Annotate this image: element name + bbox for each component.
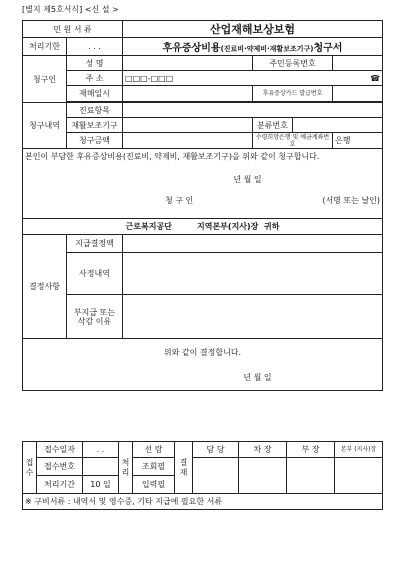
class-number-label: 분류번호 [253, 118, 293, 133]
reason-field[interactable] [123, 253, 383, 295]
rrn-label: 주민등록번호 [253, 56, 333, 71]
class-number-field[interactable] [293, 118, 383, 133]
rehab-device-label: 재활보조기구 [67, 118, 123, 133]
manager-sign[interactable] [287, 458, 335, 494]
treatment-field[interactable] [123, 103, 383, 118]
receipt-section: 접수 [23, 442, 37, 494]
name-label: 성 명 [67, 56, 123, 71]
process-period-label: 처리기간 [37, 476, 83, 494]
bank-field[interactable] [333, 133, 383, 149]
decision-amount-label: 지급결정액 [67, 235, 123, 253]
amount-label: 청구금액 [67, 133, 123, 149]
decided-date: 년 월 일 [243, 372, 272, 382]
decision-section-label: 결정사항 [23, 235, 67, 339]
rehab-device-field[interactable] [123, 118, 253, 133]
staff-label: 담 당 [193, 442, 239, 458]
head-sign[interactable] [335, 458, 383, 494]
card-number-label: 후유증상카드 발급번호 [253, 86, 333, 102]
claimant-section-label: 청구인 [23, 56, 67, 103]
address-field[interactable]: □□□-□□□ ☎ [123, 71, 383, 86]
reject-reason-field[interactable] [123, 295, 383, 339]
card-number-field[interactable] [333, 86, 383, 102]
claim-form-table [22, 20, 383, 391]
bank-suffix: 은행 [335, 136, 351, 145]
reject-reason-label: 부지급 또는 삭감 이유 [67, 295, 123, 339]
phone-icon: ☎ [370, 73, 381, 83]
addressee-line: 근로복지공단 지역본부(지사)장 귀하 [23, 219, 383, 235]
reason-label: 사정내역 [67, 253, 123, 295]
deputy-label: 차 장 [239, 442, 287, 458]
accident-date-field[interactable] [123, 86, 253, 102]
receipt-date-label: 접수일자 [37, 442, 83, 458]
sign-note: (서명 또는 날인) [322, 196, 381, 205]
deadline-value[interactable]: . . . [67, 38, 123, 56]
select-label: 선 람 [133, 442, 175, 458]
manager-label: 부 장 [287, 442, 335, 458]
deputy-sign[interactable] [239, 458, 287, 494]
treatment-label: 진료항목 [67, 103, 123, 118]
claimant-sign-label: 청 구 인 [165, 196, 194, 205]
approve-section: 결재 [175, 442, 193, 494]
deadline-label: 처리기한 [23, 38, 67, 56]
rrn-field[interactable] [333, 56, 383, 71]
decided-text: 위와 같이 결정합니다. [163, 347, 242, 357]
declaration-block [23, 149, 383, 219]
receipt-no-label: 접수번호 [37, 458, 83, 476]
head-label: 본부 (지사)장 [335, 442, 383, 458]
accident-date-label: 재해일시 [67, 86, 123, 102]
form-subtitle: 후유증상비용(진료비·약제비·재활보조기구)청구서 [123, 38, 383, 56]
form-label: [별지 제5호서식] <신 설 > [22, 5, 119, 14]
processing-table [22, 441, 383, 510]
declaration-date: 년 월 일 [233, 175, 262, 184]
receipt-date-value[interactable]: . . [83, 442, 119, 458]
claim-section-label: 청구내역 [23, 103, 67, 149]
handle-section: 처리 [119, 442, 133, 494]
input-label: 입력필 [133, 476, 175, 494]
declaration-text: 본인이 부담한 후유증상비용(진료비, 약제비, 재활보조기구)을 위와 같이 청구합니다. [25, 152, 320, 161]
name-field[interactable] [123, 56, 253, 71]
receipt-no-field[interactable] [83, 458, 119, 476]
process-period-value: 10 일 [83, 476, 119, 494]
staff-sign[interactable] [193, 458, 239, 494]
amount-field[interactable] [123, 133, 253, 149]
footnote: ※ 구비서류 : 내역서 및 영수증, 기타 지급에 필요한 서류 [23, 494, 383, 510]
decision-statement [23, 339, 383, 391]
form-title: 산업재해보상보험 [123, 21, 383, 38]
receipt-docs-label: 민 원 서 류 [23, 21, 123, 38]
bank-label: 수령희망은행 및 예금계좌번호 [253, 133, 333, 149]
review-label: 조회필 [133, 458, 175, 476]
address-label: 주 소 [67, 71, 123, 86]
decision-amount-field[interactable] [123, 235, 383, 253]
